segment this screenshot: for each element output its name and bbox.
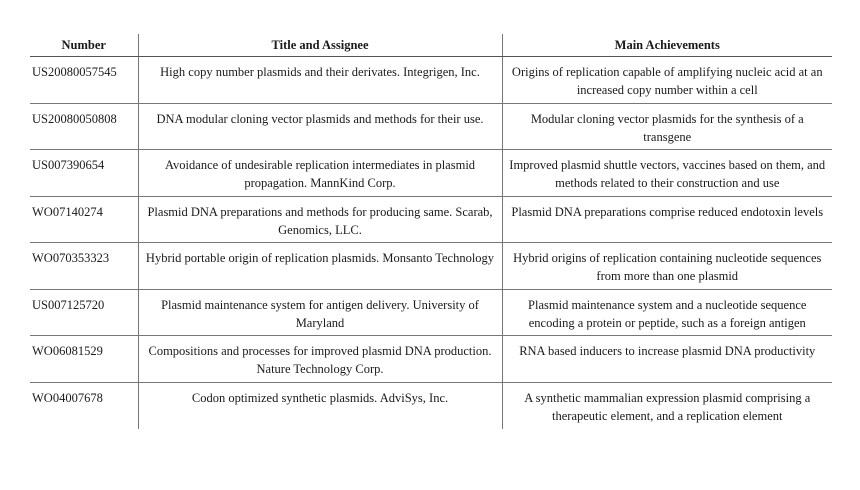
table-row — [30, 336, 832, 383]
cell-title: DNA modular cloning vector plasmids and methods for their use. — [138, 103, 502, 150]
cell-achievement: Plasmid DNA preparations comprise reduced endotoxin levels — [502, 196, 832, 243]
patent-table — [30, 34, 832, 429]
cell-achievement: Hybrid origins of replication containing nucleotide sequences from more than one plasmid — [502, 243, 832, 290]
table-row — [30, 382, 832, 429]
cell-title: Avoidance of undesirable replication intermediates in plasmid propagation. MannKind Corp. — [138, 150, 502, 197]
cell-title: Plasmid maintenance system for antigen delivery. University of Maryland — [138, 289, 502, 336]
table-row — [30, 243, 832, 290]
cell-title: Hybrid portable origin of replication plasmids. Monsanto Technology — [138, 243, 502, 290]
cell-title: Compositions and processes for improved plasmid DNA production. Nature Technology Corp. — [138, 336, 502, 383]
cell-number: US20080057545 — [30, 57, 138, 104]
cell-achievement: Origins of replication capable of amplifying nucleic acid at an increased copy number within a cell — [502, 57, 832, 104]
table-body — [30, 57, 832, 429]
table-row — [30, 103, 832, 150]
cell-number: WO04007678 — [32, 390, 103, 405]
cell-number: US007390654 — [30, 150, 138, 197]
cell-achievement: Plasmid maintenance system and a nucleotide sequence encoding a protein or peptide, such as a foreign antigen — [502, 289, 832, 336]
header-title-assignee: Title and Assignee — [138, 34, 502, 57]
cell-number: WO06081529 — [30, 336, 138, 383]
cell-title: High copy number plasmids and their derivates. Integrigen, Inc. — [138, 57, 502, 104]
patent-table-container — [30, 34, 832, 429]
table-row — [30, 150, 832, 197]
cell-number: WO07140274 — [30, 196, 138, 243]
cell-achievement: RNA based inducers to increase plasmid DNA productivity — [502, 336, 832, 383]
cell-title: Plasmid DNA preparations and methods for producing same. Scarab, Genomics, LLC. — [138, 196, 502, 243]
table-row — [30, 196, 832, 243]
header-number: Number — [30, 34, 138, 57]
table-header — [30, 34, 832, 57]
cell-number: US007125720 — [30, 289, 138, 336]
header-main-achievements: Main Achievements — [502, 34, 832, 57]
cell-achievement: Improved plasmid shuttle vectors, vaccines based on them, and methods related to their construction and use — [502, 150, 832, 197]
cell-number: US20080050808 — [30, 103, 138, 150]
header-row — [30, 34, 832, 57]
cell-title: Codon optimized synthetic plasmids. AdviSys, Inc. — [138, 382, 502, 429]
cell-achievement: Modular cloning vector plasmids for the synthesis of a transgene — [502, 103, 832, 150]
cell-achievement: A synthetic mammalian expression plasmid comprising a therapeutic element, and a replication element — [502, 382, 832, 429]
cell-number: WO070353323 — [30, 243, 138, 290]
table-row — [30, 289, 832, 336]
table-row — [30, 57, 832, 104]
